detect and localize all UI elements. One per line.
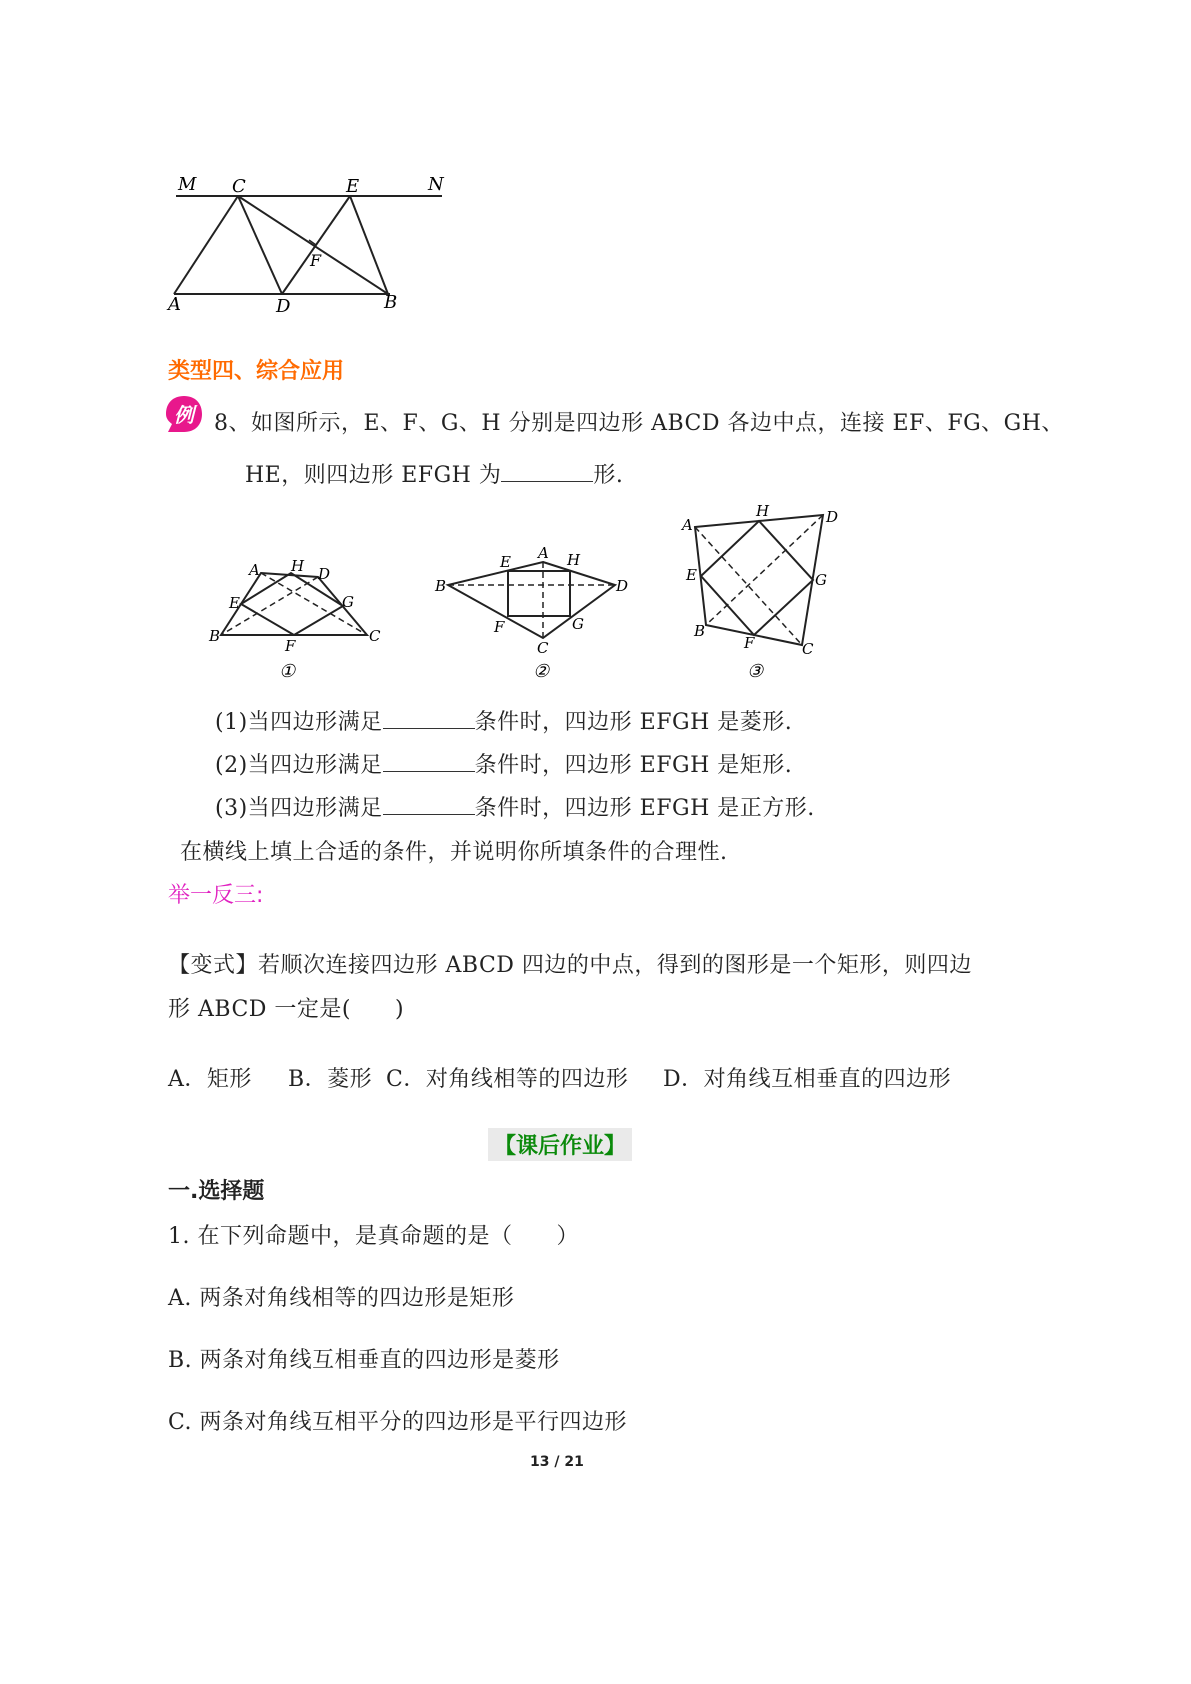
variant-option-a: A．矩形 bbox=[168, 1067, 252, 1092]
sub-question-3 bbox=[215, 791, 815, 822]
practice-heading: 举一反三: bbox=[168, 883, 264, 908]
example8-line1: 8、如图所示，E、F、G、H 分别是四边形 ABCD 各边中点，连接 EF、FG、GH、 bbox=[214, 411, 1064, 436]
fig1-label-A: A bbox=[249, 561, 260, 579]
sub-question-3-post: 条件时，四边形 EFGH 是正方形. bbox=[474, 796, 815, 821]
q1-stem bbox=[168, 1219, 579, 1250]
figure-parallel-lines bbox=[160, 170, 460, 315]
fig2-label-F: F bbox=[494, 618, 505, 636]
fig1-label-G: G bbox=[342, 593, 354, 611]
example8-line2-post: 形. bbox=[593, 463, 624, 488]
choice-section-heading: 一.选择题 bbox=[168, 1179, 265, 1204]
fig1-label-E: E bbox=[229, 594, 240, 612]
fig1-label-D: D bbox=[318, 565, 331, 583]
fig2-label-A: A bbox=[538, 544, 549, 562]
label-D: D bbox=[276, 296, 291, 315]
label-A: A bbox=[168, 294, 181, 315]
fig3-label-F: F bbox=[744, 634, 755, 652]
homework-title: 【课后作业】 bbox=[488, 1128, 632, 1161]
instruction-text: 在横线上填上合适的条件，并说明你所填条件的合理性. bbox=[180, 840, 728, 865]
page-number: 13 / 21 bbox=[530, 1454, 584, 1470]
sub-question-2-post: 条件时，四边形 EFGH 是矩形. bbox=[474, 753, 793, 778]
fig3-label-C: C bbox=[802, 640, 814, 658]
figure-3 bbox=[672, 500, 857, 685]
answer-blank[interactable] bbox=[383, 708, 475, 729]
fig3-label-E: E bbox=[686, 566, 697, 584]
figure-1 bbox=[205, 555, 390, 685]
label-N: N bbox=[428, 174, 444, 195]
fig3-caption: ③ bbox=[747, 661, 764, 682]
fig1-label-B: B bbox=[209, 627, 221, 645]
q1-option-a: A. 两条对角线相等的四边形是矩形 bbox=[168, 1286, 515, 1311]
variant-option-d: D．对角线互相垂直的四边形 bbox=[663, 1067, 952, 1092]
label-M: M bbox=[178, 174, 197, 195]
fig3-label-D: D bbox=[826, 508, 839, 526]
example8-line2-pre: HE，则四边形 EFGH 为 bbox=[245, 463, 502, 488]
q1-stem-pre: 1. 在下列命题中，是真命题的是（ bbox=[168, 1224, 513, 1249]
section-title: 类型四、综合应用 bbox=[168, 359, 345, 384]
sub-question-2 bbox=[215, 748, 792, 779]
example-badge-text: 例 bbox=[174, 403, 194, 427]
q1-option-b: B. 两条对角线互相垂直的四边形是菱形 bbox=[168, 1348, 560, 1373]
fig1-label-C: C bbox=[369, 627, 381, 645]
fig3-label-A: A bbox=[682, 516, 693, 534]
example8-line2 bbox=[245, 458, 623, 489]
variant-line2-pre: 形 ABCD 一定是( bbox=[168, 997, 352, 1022]
fig2-label-B: B bbox=[435, 577, 447, 595]
fig1-label-H: H bbox=[291, 557, 305, 575]
fig2-label-C: C bbox=[537, 639, 549, 657]
q1-option-c: C. 两条对角线互相平分的四边形是平行四边形 bbox=[168, 1410, 628, 1435]
fig3-label-B: B bbox=[694, 622, 706, 640]
figure-2 bbox=[430, 540, 635, 685]
label-B: B bbox=[384, 292, 398, 313]
sub-question-3-pre: (3)当四边形满足 bbox=[215, 796, 383, 821]
example-badge bbox=[164, 394, 204, 434]
sub-question-1-post: 条件时，四边形 EFGH 是菱形. bbox=[474, 710, 793, 735]
fig3-label-H: H bbox=[756, 502, 770, 520]
variant-option-b: B．菱形 bbox=[288, 1067, 373, 1092]
label-F: F bbox=[310, 251, 322, 270]
variant-option-c: C．对角线相等的四边形 bbox=[386, 1067, 629, 1092]
fig2-caption: ② bbox=[533, 661, 550, 682]
variant-line2-post: ) bbox=[395, 997, 405, 1022]
fig2-label-D: D bbox=[616, 577, 629, 595]
fig2-label-H: H bbox=[567, 551, 581, 569]
answer-blank[interactable] bbox=[383, 794, 475, 815]
sub-question-1-pre: (1)当四边形满足 bbox=[215, 710, 383, 735]
q1-stem-post: ） bbox=[556, 1224, 580, 1249]
fig1-caption: ① bbox=[279, 661, 296, 682]
fig2-label-G: G bbox=[572, 615, 584, 633]
fig2-label-E: E bbox=[500, 553, 511, 571]
variant-line1: 【变式】若顺次连接四边形 ABCD 四边的中点，得到的图形是一个矩形，则四边 bbox=[168, 953, 972, 978]
label-E: E bbox=[346, 176, 360, 197]
sub-question-2-pre: (2)当四边形满足 bbox=[215, 753, 383, 778]
fig3-label-G: G bbox=[815, 571, 827, 589]
sub-question-1 bbox=[215, 705, 792, 736]
variant-line2 bbox=[168, 992, 404, 1023]
label-C: C bbox=[232, 176, 246, 197]
fig1-label-F: F bbox=[285, 637, 296, 655]
answer-blank[interactable] bbox=[501, 461, 593, 482]
answer-blank[interactable] bbox=[383, 751, 475, 772]
